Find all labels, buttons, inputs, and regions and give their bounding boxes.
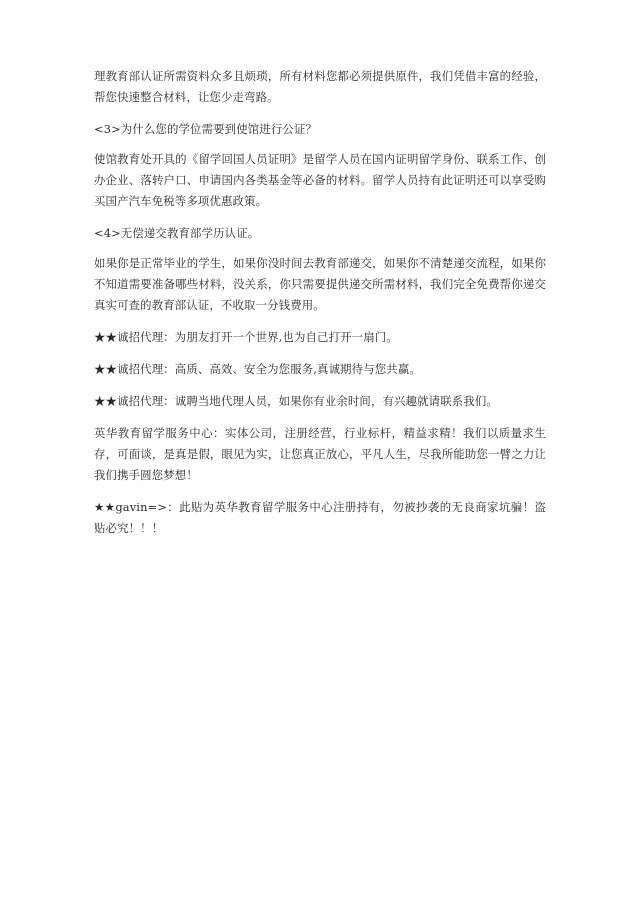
paragraph-service-center: 英华教育留学服务中心：实体公司，注册经营，行业标杆，精益求精！我们以质量求生存，可面谈，是真是假，眼见为实，让您真正放心，平凡人生，尽我所能助您一臂之力让我们携手圆您梦想！: [94, 426, 546, 482]
paragraph-returnee-certificate: 使馆教育处开具的《留学回国人员证明》是留学人员在国内证明留学身份、联系工作、创办企业、落转户口、申请国内各类基金等必备的材料。留学人员持有此证明还可以享受购买国产汽车免税等多项优惠政策。: [94, 152, 546, 208]
heading-embassy-notarization: <3>为什么您的学位需要到使馆进行公证？: [94, 122, 317, 136]
paragraph-agent-recruit-2: ★★诚招代理：高质、高效、安全为您服务,真诚期待与您共赢。: [94, 362, 421, 376]
paragraph-agent-recruit-3: ★★诚招代理：诚聘当地代理人员，如果你有业余时间，有兴趣就请联系我们。: [94, 394, 498, 408]
paragraph-free-submission: 如果你是正常毕业的学生，如果你没时间去教育部递交，如果你不清楚递交流程，如果你不知道需要准备哪些材料，没关系，你只需要提供递交所需材料，我们完全免费帮你递交真实可查的教育部认证，不收取一分钱费用。: [94, 256, 546, 312]
paragraph-copyright-notice: ★★gavin=>：此贴为英华教育留学服务中心注册持有，勿被抄袭的无良商家坑骗！盗贴必究！！！: [94, 500, 546, 535]
paragraph-agent-recruit-1: ★★诚招代理：为朋友打开一个世界,也为自己打开一扇门。: [94, 330, 398, 344]
heading-free-submission: <4>无偿递交教育部学历认证。: [94, 226, 260, 240]
paragraph-certification-materials: 理教育部认证所需资料众多且烦琐，所有材料您都必须提供原件，我们凭借丰富的经验，帮您快速整合材料，让您少走弯路。: [94, 69, 546, 104]
document-page: [94, 66, 546, 550]
